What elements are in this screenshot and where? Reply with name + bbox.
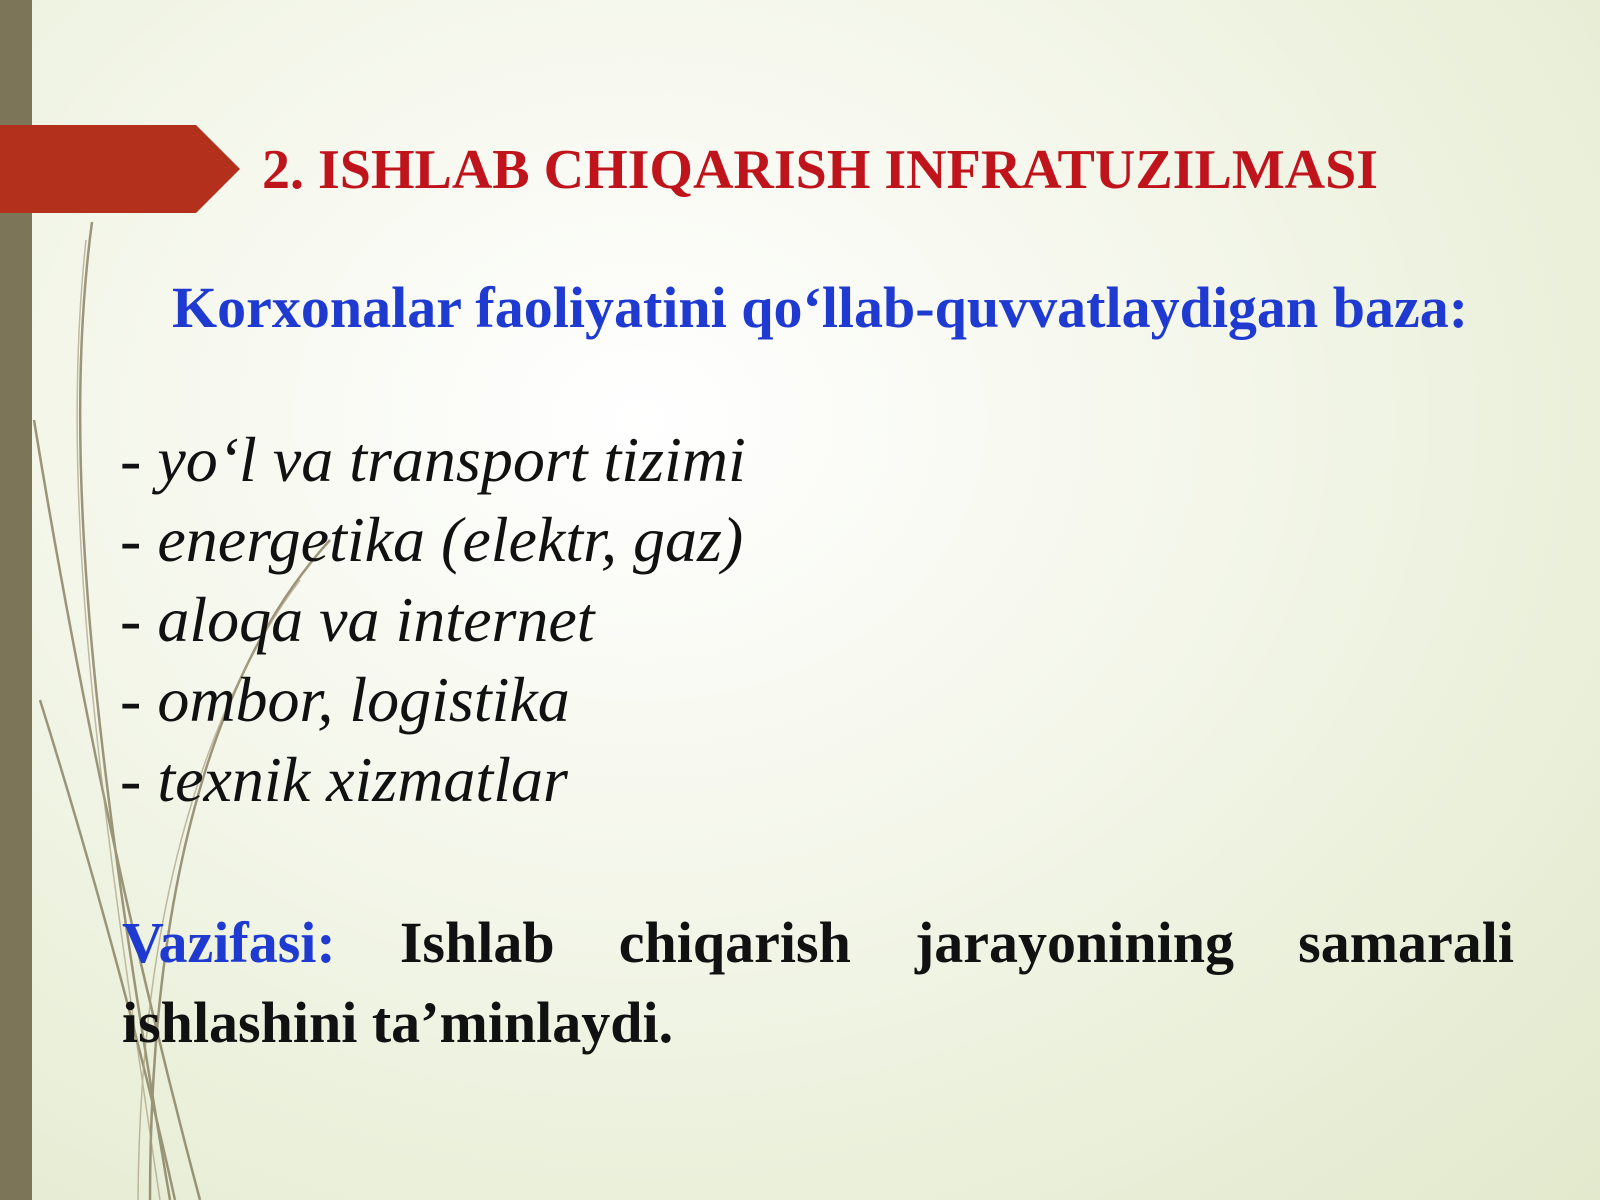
task-label: Vazifasi: — [122, 910, 336, 975]
list-item-text: energetika (elektr, gaz) — [157, 504, 744, 575]
task-paragraph — [122, 903, 1514, 1063]
infrastructure-list — [120, 420, 746, 820]
list-item — [120, 580, 746, 660]
list-dash: - — [120, 744, 158, 815]
list-item-text: texnik xizmatlar — [157, 744, 568, 815]
list-item — [120, 660, 746, 740]
slide-subtitle: Korxonalar faoliyatini qo‘llab-quvvatlaydigan baza: — [171, 275, 1469, 340]
list-dash: - — [120, 504, 158, 575]
task-text: Ishlab chiqarish jarayonining samarali ishlashini ta’minlaydi. — [122, 910, 1514, 1055]
list-dash: - — [120, 664, 158, 735]
list-item — [120, 500, 746, 580]
list-item — [120, 420, 746, 500]
list-item — [120, 740, 746, 820]
list-item-text: ombor, logistika — [157, 664, 570, 735]
list-dash: - — [120, 424, 158, 495]
slide-title: 2. ISHLAB CHIQARISH INFRATUZILMASI — [262, 139, 1379, 201]
list-dash: - — [120, 584, 158, 655]
list-item-text: yo‘l va transport tizimi — [157, 424, 746, 495]
list-item-text: aloqa va internet — [157, 584, 595, 655]
title-tab — [0, 125, 240, 213]
